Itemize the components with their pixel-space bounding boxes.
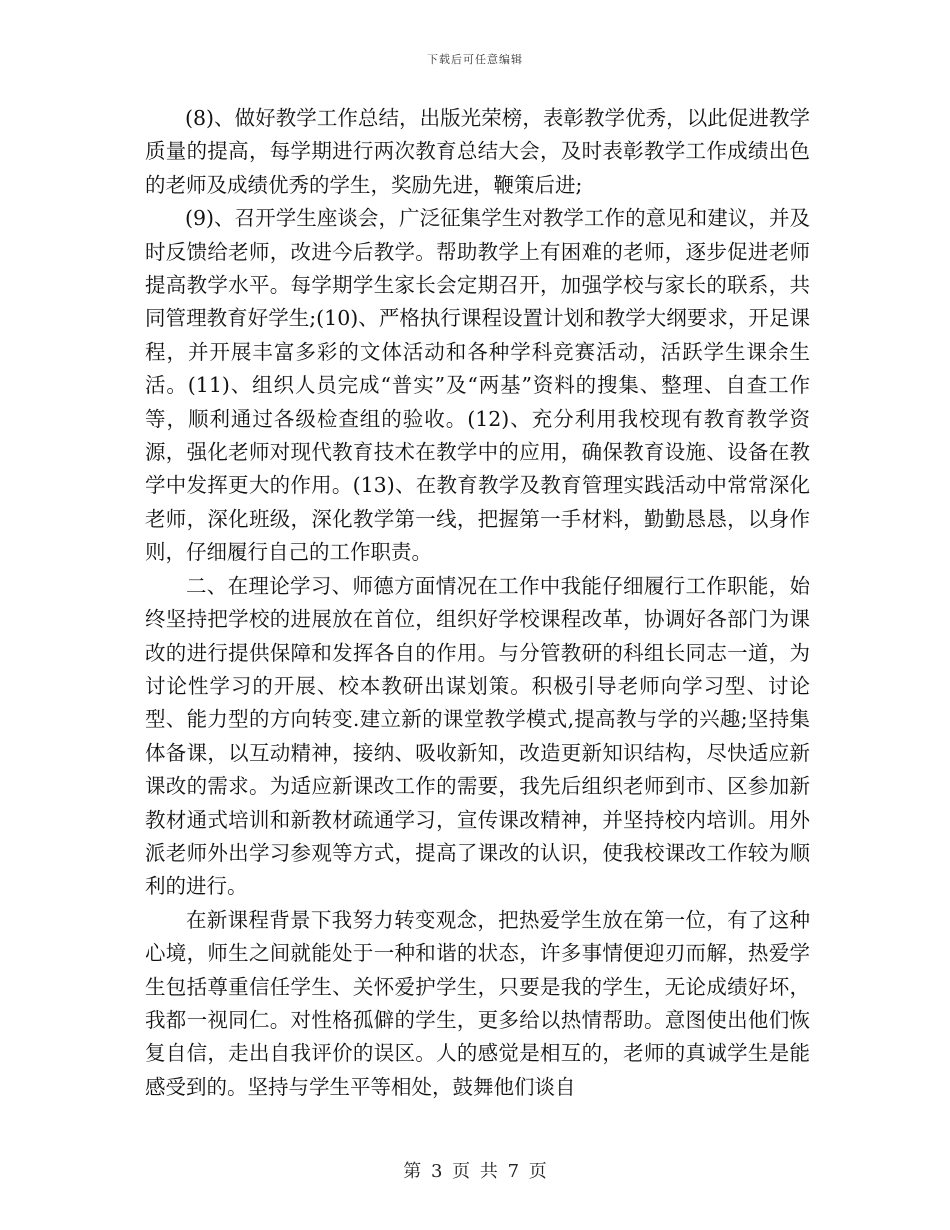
- paragraph-section-2: 二、在理论学习、师德方面情况在工作中我能仔细履行工作职能，始终坚持把学校的进展放在首位，组织好学校课程改革，协调好各部门为课改的进行提供保障和发挥各自的作用。与分管教研的科组长同志一道，为讨论性学习的开展、校本教研出谋划策。积极引导老师向学习型、讨论型、能力型的方向转变.建立新的课堂教学模式,提高教与学的兴趣;坚持集体备课，以互动精神，接纳、吸收新知，改造更新知识结构，尽快适应新课改的需求。为适应新课改工作的需要，我先后组织老师到市、区参加新教材通式培训和新教材疏通学习，宣传课改精神，并坚持校内培训。用外派老师外出学习参观等方式，提高了课改的认识，使我校课改工作较为顺利的进行。: [145, 573, 810, 899]
- paragraph-item-8: (8)、做好教学工作总结，出版光荣榜，表彰教学优秀，以此促进教学质量的提高，每学期进行两次教育总结大会，及时表彰教学工作成绩出色的老师及成绩优秀的学生，奖励先进，鞭策后进;: [145, 106, 810, 197]
- document-body: [145, 102, 810, 1104]
- paragraph-new-curriculum: 在新课程背景下我努力转变观念，把热爱学生放在第一位，有了这种心境，师生之间就能处于一种和谐的状态，许多事情便迎刃而解，热爱学生包括尊重信任学生、关怀爱护学生，只要是我的学生，无论成绩好坏，我都一视同仁。对性格孤僻的学生，更多给以热情帮助。意图使出他们恢复自信，走出自我评价的误区。人的感觉是相互的，老师的真诚学生是能感受到的。坚持与学生平等相处，鼓舞他们谈自: [145, 907, 810, 1099]
- page-header: 下载后可任意编辑: [427, 53, 523, 66]
- paragraph-item-9-13: (9)、召开学生座谈会，广泛征集学生对教学工作的意见和建议，并及时反馈给老师，改进今后教学。帮助教学上有困难的老师，逐步促进老师提高教学水平。每学期学生家长会定期召开，加强学校与家长的联系，共同管理教育好学生;(10)、严格执行课程设置计划和教学大纲要求，开足课程，并开展丰富多彩的文体活动和各种学科竞赛活动，活跃学生课余生活。(11)、组织人员完成“普实”及“两基”资料的搜集、整理、自查工作等，顺利通过各级检查组的验收。(12)、充分利用我校现有教育教学资源，强化老师对现代教育技术在教学中的应用，确保教育设施、设备在教学中发挥更大的作用。(13)、在教育教学及教育管理实践活动中常常深化老师，深化班级，深化教学第一线，把握第一手材料，勤勤恳恳，以身作则，仔细履行自己的工作职责。: [145, 206, 810, 565]
- page-footer: 第 3 页 共 7 页: [403, 1161, 547, 1182]
